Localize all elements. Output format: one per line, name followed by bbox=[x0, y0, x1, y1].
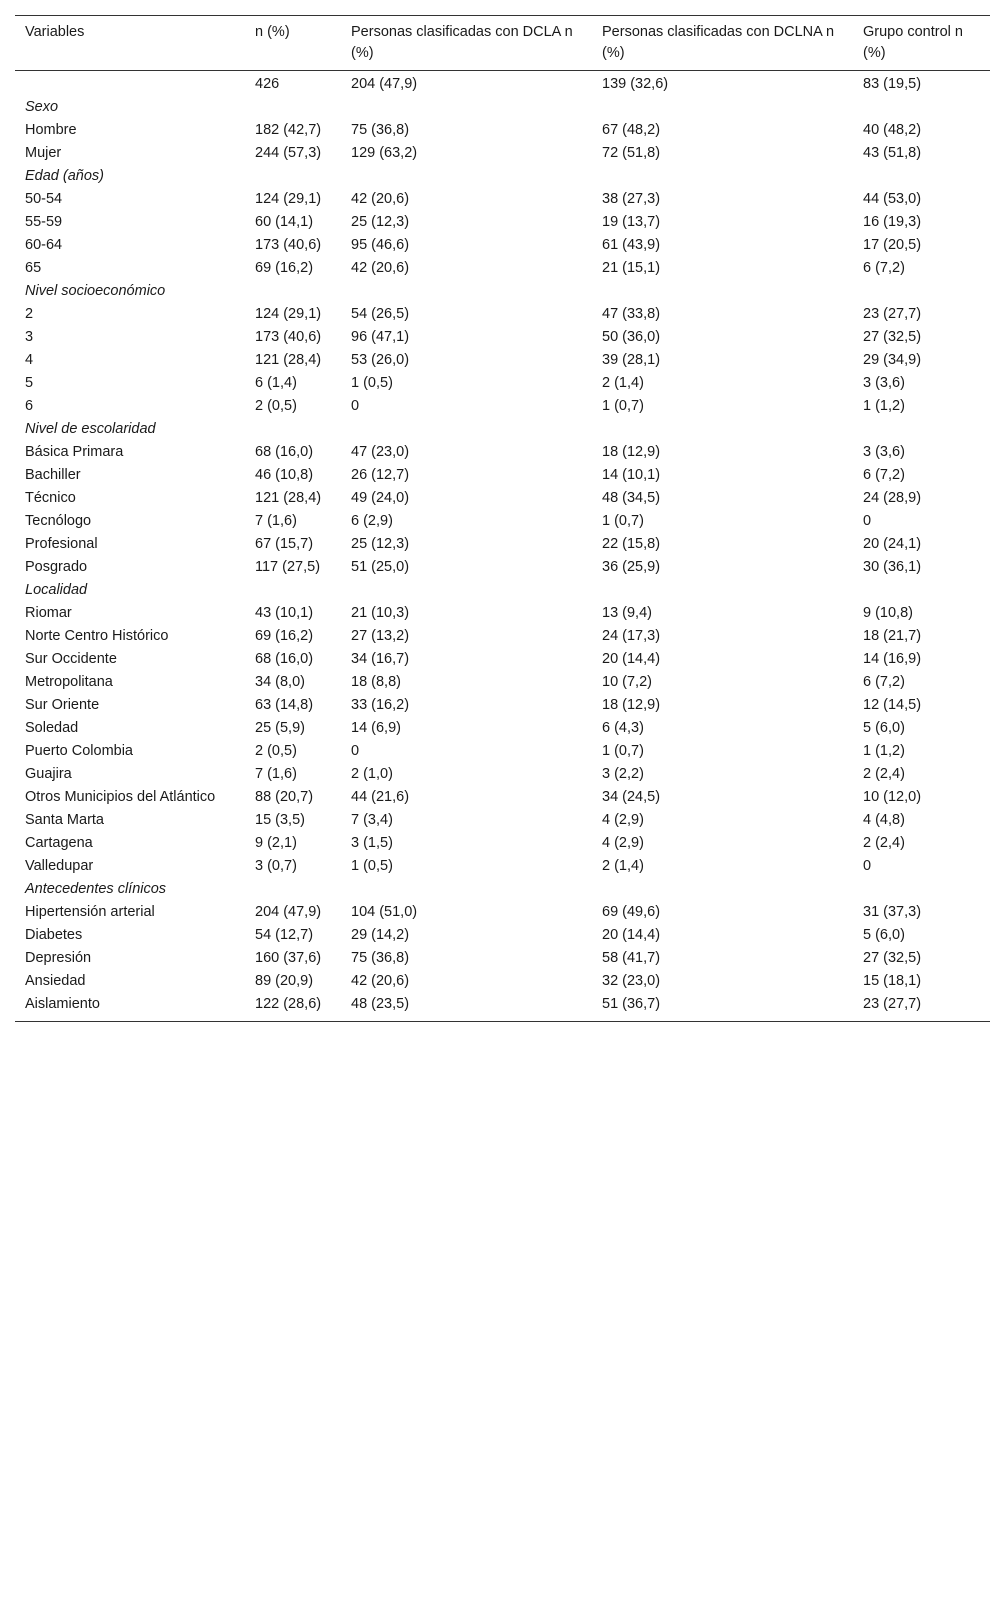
table-cell: 2 (1,4) bbox=[602, 858, 644, 874]
table-cell: 15 (18,1) bbox=[863, 973, 922, 989]
table-cell: 426 bbox=[255, 76, 280, 92]
table-row bbox=[15, 372, 990, 395]
table-cell: 23 (27,7) bbox=[863, 996, 922, 1012]
row-label: 3 bbox=[25, 329, 34, 345]
table-cell: 27 (13,2) bbox=[351, 628, 410, 644]
table-row bbox=[15, 234, 990, 257]
table-cell: 20 (14,4) bbox=[602, 651, 661, 667]
table-row bbox=[15, 648, 990, 671]
table-cell: 3 (3,6) bbox=[863, 375, 905, 391]
row-label: Cartagena bbox=[25, 835, 93, 851]
table-cell: 1 (1,2) bbox=[863, 743, 905, 759]
table-cell: 20 (24,1) bbox=[863, 536, 922, 552]
table-cell: 89 (20,9) bbox=[255, 973, 314, 989]
table-row bbox=[15, 510, 990, 533]
table-cell: 48 (23,5) bbox=[351, 996, 410, 1012]
row-label: Tecnólogo bbox=[25, 513, 92, 529]
table-row bbox=[15, 763, 990, 786]
table-cell: 17 (20,5) bbox=[863, 237, 922, 253]
section-title: Antecedentes clínicos bbox=[25, 881, 167, 897]
table-cell: 6 (7,2) bbox=[863, 674, 905, 690]
row-label: Sur Oriente bbox=[25, 697, 100, 713]
header-row bbox=[15, 16, 990, 71]
table-cell: 39 (28,1) bbox=[602, 352, 661, 368]
row-label: 6 bbox=[25, 398, 34, 414]
table-cell: 23 (27,7) bbox=[863, 306, 922, 322]
header-dclna: Personas clasificadas con DCLNA n (%) bbox=[602, 24, 835, 61]
table-cell: 4 (4,8) bbox=[863, 812, 905, 828]
table-cell: 43 (10,1) bbox=[255, 605, 314, 621]
row-label: Diabetes bbox=[25, 927, 83, 943]
table-cell: 25 (12,3) bbox=[351, 214, 410, 230]
row-label: 50-54 bbox=[25, 191, 63, 207]
row-label: 4 bbox=[25, 352, 34, 368]
table-cell: 182 (42,7) bbox=[255, 122, 322, 138]
table-cell: 48 (34,5) bbox=[602, 490, 661, 506]
table-cell: 14 (16,9) bbox=[863, 651, 922, 667]
table-cell: 16 (19,3) bbox=[863, 214, 922, 230]
row-label: Bachiller bbox=[25, 467, 81, 483]
table-cell: 29 (14,2) bbox=[351, 927, 410, 943]
table-cell: 21 (15,1) bbox=[602, 260, 661, 276]
row-label: Metropolitana bbox=[25, 674, 113, 690]
table-cell: 75 (36,8) bbox=[351, 122, 410, 138]
section-title: Sexo bbox=[25, 99, 59, 115]
table-cell: 0 bbox=[351, 398, 360, 414]
table-cell: 95 (46,6) bbox=[351, 237, 410, 253]
table-cell: 72 (51,8) bbox=[602, 145, 661, 161]
table-row bbox=[15, 257, 990, 280]
table-cell: 30 (36,1) bbox=[863, 559, 922, 575]
row-label: Soledad bbox=[25, 720, 79, 736]
table-cell: 2 (0,5) bbox=[255, 398, 297, 414]
table-cell: 24 (28,9) bbox=[863, 490, 922, 506]
table-cell: 3 (2,2) bbox=[602, 766, 644, 782]
row-label: Profesional bbox=[25, 536, 98, 552]
table-cell: 4 (2,9) bbox=[602, 835, 644, 851]
table-cell: 18 (12,9) bbox=[602, 444, 661, 460]
table-cell: 9 (2,1) bbox=[255, 835, 297, 851]
table-cell: 20 (14,4) bbox=[602, 927, 661, 943]
table-cell: 117 (27,5) bbox=[255, 559, 321, 575]
table-cell: 122 (28,6) bbox=[255, 996, 322, 1012]
header-control: Grupo control n (%) bbox=[863, 24, 963, 61]
table-row bbox=[15, 602, 990, 625]
section-title: Nivel socioeconómico bbox=[25, 283, 166, 299]
table-cell: 2 (0,5) bbox=[255, 743, 297, 759]
table-cell: 0 bbox=[863, 513, 872, 529]
table-cell: 34 (8,0) bbox=[255, 674, 305, 690]
table-cell: 29 (34,9) bbox=[863, 352, 922, 368]
row-label: Ansiedad bbox=[25, 973, 86, 989]
row-label: Hipertensión arterial bbox=[25, 904, 155, 920]
table-row bbox=[15, 556, 990, 579]
section-title: Nivel de escolaridad bbox=[25, 421, 156, 437]
header-n: n (%) bbox=[255, 24, 290, 40]
table-cell: 42 (20,6) bbox=[351, 260, 410, 276]
table-cell: 2 (2,4) bbox=[863, 835, 905, 851]
row-label: 65 bbox=[25, 260, 42, 276]
table-header bbox=[15, 16, 990, 71]
table-cell: 124 (29,1) bbox=[255, 306, 322, 322]
table-cell: 1 (0,7) bbox=[602, 743, 644, 759]
table-cell: 44 (53,0) bbox=[863, 191, 922, 207]
table-cell: 83 (19,5) bbox=[863, 76, 922, 92]
header-dcla: Personas clasificadas con DCLA n (%) bbox=[351, 24, 573, 61]
table-cell: 14 (10,1) bbox=[602, 467, 661, 483]
table-row bbox=[15, 188, 990, 211]
table-cell: 61 (43,9) bbox=[602, 237, 661, 253]
row-label: 60-64 bbox=[25, 237, 63, 253]
table-cell: 10 (7,2) bbox=[602, 674, 652, 690]
table-cell: 1 (0,7) bbox=[602, 513, 644, 529]
table-cell: 18 (8,8) bbox=[351, 674, 401, 690]
table-row bbox=[15, 211, 990, 234]
row-label: Aislamiento bbox=[25, 996, 100, 1012]
table-row bbox=[15, 625, 990, 648]
table-cell: 12 (14,5) bbox=[863, 697, 922, 713]
table-cell: 18 (12,9) bbox=[602, 697, 661, 713]
table-cell: 2 (1,4) bbox=[602, 375, 644, 391]
table-row bbox=[15, 119, 990, 142]
table-cell: 38 (27,3) bbox=[602, 191, 661, 207]
table-cell: 121 (28,4) bbox=[255, 490, 322, 506]
table-cell: 10 (12,0) bbox=[863, 789, 922, 805]
table-cell: 1 (0,7) bbox=[602, 398, 644, 414]
table-cell: 1 (1,2) bbox=[863, 398, 905, 414]
table-row bbox=[15, 740, 990, 763]
row-label: Guajira bbox=[25, 766, 72, 782]
table-cell: 34 (24,5) bbox=[602, 789, 661, 805]
table-cell: 160 (37,6) bbox=[255, 950, 322, 966]
table-cell: 51 (25,0) bbox=[351, 559, 410, 575]
table-cell: 7 (1,6) bbox=[255, 513, 297, 529]
table-row bbox=[15, 326, 990, 349]
table-cell: 18 (21,7) bbox=[863, 628, 922, 644]
table-cell: 6 (4,3) bbox=[602, 720, 644, 736]
total-row bbox=[15, 71, 990, 97]
table-cell: 9 (10,8) bbox=[863, 605, 913, 621]
table-row bbox=[15, 947, 990, 970]
table-cell: 67 (48,2) bbox=[602, 122, 661, 138]
data-table bbox=[15, 15, 990, 1022]
table-row bbox=[15, 832, 990, 855]
table-cell: 139 (32,6) bbox=[602, 76, 669, 92]
table-cell: 54 (26,5) bbox=[351, 306, 410, 322]
table-cell: 46 (10,8) bbox=[255, 467, 314, 483]
table-cell: 3 (3,6) bbox=[863, 444, 905, 460]
table-row bbox=[15, 303, 990, 326]
table-cell: 21 (10,3) bbox=[351, 605, 410, 621]
table-cell: 67 (15,7) bbox=[255, 536, 314, 552]
table-cell: 54 (12,7) bbox=[255, 927, 314, 943]
row-label: Hombre bbox=[25, 122, 77, 138]
table-cell: 69 (16,2) bbox=[255, 628, 314, 644]
table-row bbox=[15, 142, 990, 165]
row-label: Básica Primara bbox=[25, 444, 124, 460]
table-cell: 47 (23,0) bbox=[351, 444, 410, 460]
section-header-row bbox=[15, 96, 990, 119]
table-cell: 49 (24,0) bbox=[351, 490, 410, 506]
table-cell: 104 (51,0) bbox=[351, 904, 418, 920]
table-row bbox=[15, 533, 990, 556]
table-cell: 26 (12,7) bbox=[351, 467, 410, 483]
table-cell: 19 (13,7) bbox=[602, 214, 661, 230]
table-cell: 42 (20,6) bbox=[351, 973, 410, 989]
table-row bbox=[15, 441, 990, 464]
table-cell: 88 (20,7) bbox=[255, 789, 314, 805]
table-cell: 25 (5,9) bbox=[255, 720, 305, 736]
table-cell: 44 (21,6) bbox=[351, 789, 410, 805]
header-variables: Variables bbox=[25, 24, 85, 40]
table-cell: 75 (36,8) bbox=[351, 950, 410, 966]
table-cell: 3 (0,7) bbox=[255, 858, 297, 874]
table-cell: 13 (9,4) bbox=[602, 605, 652, 621]
row-label: Depresión bbox=[25, 950, 92, 966]
table-cell: 121 (28,4) bbox=[255, 352, 322, 368]
row-label: 2 bbox=[25, 306, 34, 322]
table-cell: 32 (23,0) bbox=[602, 973, 661, 989]
table-cell: 7 (3,4) bbox=[351, 812, 393, 828]
table-row bbox=[15, 395, 990, 418]
table-cell: 5 (6,0) bbox=[863, 720, 905, 736]
table-cell: 34 (16,7) bbox=[351, 651, 410, 667]
table-cell: 1 (0,5) bbox=[351, 375, 393, 391]
section-header-row bbox=[15, 418, 990, 441]
table-row bbox=[15, 487, 990, 510]
table-cell: 40 (48,2) bbox=[863, 122, 922, 138]
table-cell: 42 (20,6) bbox=[351, 191, 410, 207]
table-row bbox=[15, 970, 990, 993]
table-cell: 2 (2,4) bbox=[863, 766, 905, 782]
table-cell: 47 (33,8) bbox=[602, 306, 661, 322]
table-cell: 173 (40,6) bbox=[255, 329, 322, 345]
table-cell: 6 (2,9) bbox=[351, 513, 393, 529]
table-row bbox=[15, 464, 990, 487]
table-cell: 0 bbox=[351, 743, 360, 759]
table-cell: 204 (47,9) bbox=[351, 76, 418, 92]
table-cell bbox=[15, 71, 245, 97]
row-label: Mujer bbox=[25, 145, 62, 161]
row-label: Técnico bbox=[25, 490, 76, 506]
row-label: Valledupar bbox=[25, 858, 94, 874]
table-body bbox=[15, 71, 990, 1022]
table-row bbox=[15, 855, 990, 878]
table-cell: 63 (14,8) bbox=[255, 697, 314, 713]
row-label: Riomar bbox=[25, 605, 72, 621]
table-cell: 51 (36,7) bbox=[602, 996, 661, 1012]
table-row bbox=[15, 809, 990, 832]
table-cell: 60 (14,1) bbox=[255, 214, 314, 230]
table-cell: 124 (29,1) bbox=[255, 191, 322, 207]
table-cell: 53 (26,0) bbox=[351, 352, 410, 368]
section-header-row bbox=[15, 165, 990, 188]
row-label: Santa Marta bbox=[25, 812, 104, 828]
table-cell: 68 (16,0) bbox=[255, 651, 314, 667]
table-cell: 244 (57,3) bbox=[255, 145, 322, 161]
table-cell: 36 (25,9) bbox=[602, 559, 661, 575]
table-cell: 14 (6,9) bbox=[351, 720, 401, 736]
table-cell: 5 (6,0) bbox=[863, 927, 905, 943]
row-label: Puerto Colombia bbox=[25, 743, 133, 759]
table-cell: 1 (0,5) bbox=[351, 858, 393, 874]
row-label: Sur Occidente bbox=[25, 651, 117, 667]
section-header-row bbox=[15, 878, 990, 901]
table-cell: 15 (3,5) bbox=[255, 812, 305, 828]
table-cell: 68 (16,0) bbox=[255, 444, 314, 460]
table-cell: 69 (49,6) bbox=[602, 904, 661, 920]
table-cell: 31 (37,3) bbox=[863, 904, 922, 920]
table-row bbox=[15, 694, 990, 717]
table-cell: 6 (1,4) bbox=[255, 375, 297, 391]
row-label: Norte Centro Histórico bbox=[25, 628, 169, 644]
row-label: Otros Municipios del Atlántico bbox=[25, 789, 216, 805]
table-cell: 58 (41,7) bbox=[602, 950, 661, 966]
table-cell: 129 (63,2) bbox=[351, 145, 418, 161]
table-cell: 4 (2,9) bbox=[602, 812, 644, 828]
table-cell: 50 (36,0) bbox=[602, 329, 661, 345]
table-cell: 96 (47,1) bbox=[351, 329, 410, 345]
table-row bbox=[15, 924, 990, 947]
row-label: 5 bbox=[25, 375, 34, 391]
table-row bbox=[15, 993, 990, 1022]
table-cell: 22 (15,8) bbox=[602, 536, 661, 552]
table-row bbox=[15, 786, 990, 809]
table-cell: 173 (40,6) bbox=[255, 237, 322, 253]
row-label: Posgrado bbox=[25, 559, 88, 575]
table-cell: 33 (16,2) bbox=[351, 697, 410, 713]
table-cell: 0 bbox=[863, 858, 872, 874]
section-title: Localidad bbox=[25, 582, 88, 598]
table-cell: 204 (47,9) bbox=[255, 904, 322, 920]
table-row bbox=[15, 901, 990, 924]
table-row bbox=[15, 671, 990, 694]
table-cell: 25 (12,3) bbox=[351, 536, 410, 552]
section-header-row bbox=[15, 579, 990, 602]
table-row bbox=[15, 717, 990, 740]
table-cell: 27 (32,5) bbox=[863, 329, 922, 345]
table-cell: 3 (1,5) bbox=[351, 835, 393, 851]
table-cell: 27 (32,5) bbox=[863, 950, 922, 966]
table-container bbox=[15, 15, 990, 1022]
table-cell: 7 (1,6) bbox=[255, 766, 297, 782]
section-header-row bbox=[15, 280, 990, 303]
section-title: Edad (años) bbox=[25, 168, 104, 184]
row-label: 55-59 bbox=[25, 214, 63, 230]
table-cell: 2 (1,0) bbox=[351, 766, 393, 782]
table-cell: 24 (17,3) bbox=[602, 628, 661, 644]
table-cell: 69 (16,2) bbox=[255, 260, 314, 276]
table-cell: 6 (7,2) bbox=[863, 260, 905, 276]
table-cell: 43 (51,8) bbox=[863, 145, 922, 161]
table-cell: 6 (7,2) bbox=[863, 467, 905, 483]
table-row bbox=[15, 349, 990, 372]
